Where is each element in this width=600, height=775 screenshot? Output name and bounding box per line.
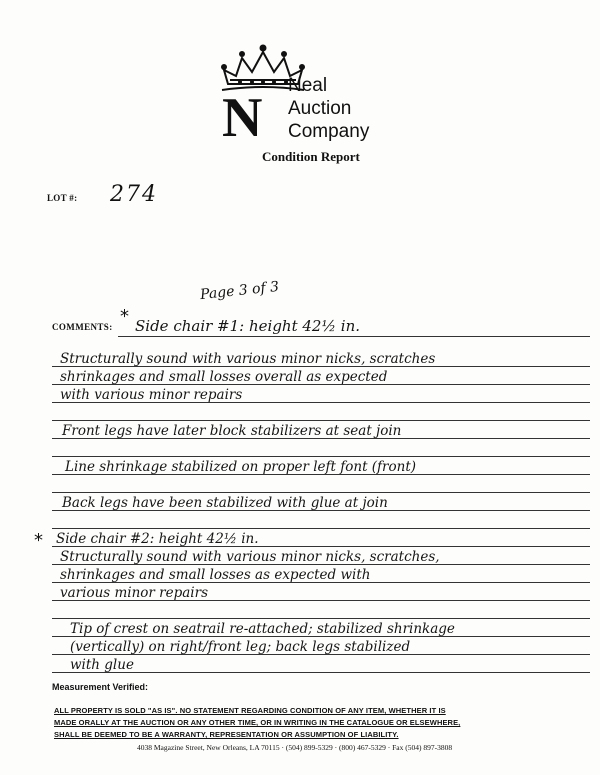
lot-label: LOT #: <box>47 193 78 203</box>
ruled-line <box>52 420 590 421</box>
comment-line: Back legs have been stabilized with glue at join <box>62 495 388 511</box>
comment-line: shrinkages and small losses as expected with <box>60 567 371 583</box>
disclaimer-line: ALL PROPERTY IS SOLD "AS IS". NO STATEMENT REGARDING CONDITION OF ANY ITEM, WHETHER IT IS <box>54 706 446 715</box>
comment-line: Side chair #1: height 42½ in. <box>135 317 361 335</box>
comment-line: Line shrinkage stabilized on proper left font (front) <box>65 459 417 475</box>
report-title: Condition Report <box>262 149 360 164</box>
logo-word-company: Company <box>288 121 370 142</box>
measurement-verified-label: Measurement Verified: <box>52 682 149 692</box>
comment-line: with glue <box>70 657 134 673</box>
ruled-line <box>52 618 590 619</box>
ruled-line <box>52 492 590 493</box>
logo-word-neal: Neal <box>288 75 328 96</box>
ruled-line <box>52 456 590 457</box>
comment-line: (vertically) on right/front leg; back legs stabilized <box>70 639 411 655</box>
comment-line: various minor repairs <box>60 585 209 601</box>
comment-line: with various minor repairs <box>60 387 243 403</box>
logo-word-auction: Auction <box>288 98 352 119</box>
page-note: Page 3 of 3 <box>199 278 280 304</box>
comments-label: COMMENTS: <box>52 322 113 332</box>
asterisk-mark: * <box>34 530 43 551</box>
comment-line: shrinkages and small losses overall as expected <box>60 369 388 385</box>
disclaimer-line: SHALL BE DEEMED TO BE A WARRANTY, REPRESENTATION OR ASSUMPTION OF LIABILITY. <box>54 730 399 739</box>
comment-line: Structurally sound with various minor nicks, scratches <box>60 351 436 367</box>
asterisk-mark: * <box>120 306 129 327</box>
company-address: 4038 Magazine Street, New Orleans, LA 70115 · (504) 899-5329 · (800) 467-5329 · Fax (504) 897-3808 <box>137 743 453 752</box>
logo-letter: N <box>222 87 263 149</box>
comment-line: Structurally sound with various minor nicks, scratches, <box>60 549 440 565</box>
ruled-line <box>118 336 590 337</box>
disclaimer-line: MADE ORALLY AT THE AUCTION OR ANY OTHER TIME, OR IN WRITING IN THE CATALOGUE OR ELSEWHERE, <box>54 718 461 727</box>
ruled-line <box>52 528 590 529</box>
comment-line: Tip of crest on seatrail re-attached; stabilized shrinkage <box>70 621 455 637</box>
neal-auction-logo <box>218 40 418 150</box>
comment-line: Front legs have later block stabilizers at seat join <box>62 423 402 439</box>
lot-number: 274 <box>110 182 158 207</box>
comment-line: Side chair #2: height 42½ in. <box>56 531 259 547</box>
